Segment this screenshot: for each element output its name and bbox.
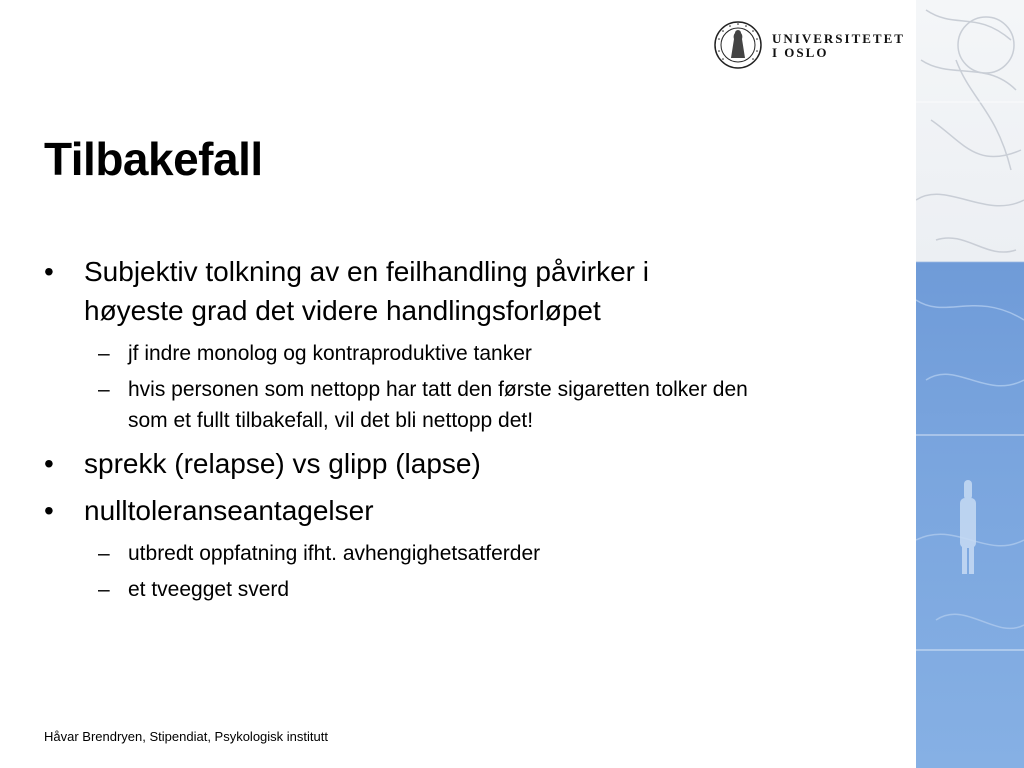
bullet-item [44, 491, 904, 530]
sub-bullet-item [44, 338, 904, 369]
university-logo [713, 20, 903, 70]
sub-bullet-text: jf indre monolog og kontraproduktive tanker [128, 342, 532, 365]
bullet-text-line: sprekk (relapse) vs glipp (lapse) [84, 448, 481, 479]
dash-marker: – [98, 578, 110, 601]
bullet-marker: • [44, 256, 54, 287]
sub-bullet-item [44, 574, 904, 605]
bullet-text-line: høyeste grad det videre handlingsforløpet [84, 295, 601, 326]
dash-marker: – [98, 342, 110, 365]
sub-bullet-item [44, 538, 904, 569]
dash-marker: – [98, 542, 110, 565]
bullet-marker: • [44, 495, 54, 526]
sub-bullet-text-line: som et fullt tilbakefall, vil det bli nettopp det! [128, 409, 534, 432]
slide-content [44, 252, 904, 610]
sub-bullet-text-line: hvis personen som nettopp har tatt den første sigaretten tolker den [128, 378, 748, 401]
slide-footer: Håvar Brendryen, Stipendiat, Psykologisk institutt [44, 729, 328, 744]
wordmark-line-2: I OSLO [772, 45, 829, 60]
university-seal-icon [713, 20, 763, 70]
university-wordmark [772, 32, 905, 60]
sub-bullet-text: et tveegget sverd [128, 578, 290, 601]
sub-bullet-text: utbredt oppfatning ifht. avhengighetsatferder [128, 542, 541, 565]
bullet-text-line: nulltoleranseantagelser [84, 495, 374, 526]
decorative-art-strip [916, 0, 1024, 768]
slide-title: Tilbakefall [44, 133, 263, 185]
decorative-figure-art [916, 0, 1024, 768]
bullet-item [44, 444, 904, 483]
dash-marker: – [98, 378, 110, 401]
sub-bullet-item [44, 374, 904, 436]
bullet-item [44, 252, 904, 330]
bullet-text-line: Subjektiv tolkning av en feilhandling påvirker i [84, 256, 649, 287]
bullet-marker: • [44, 448, 54, 479]
wordmark-line-1: UNIVERSITETET [772, 31, 905, 46]
